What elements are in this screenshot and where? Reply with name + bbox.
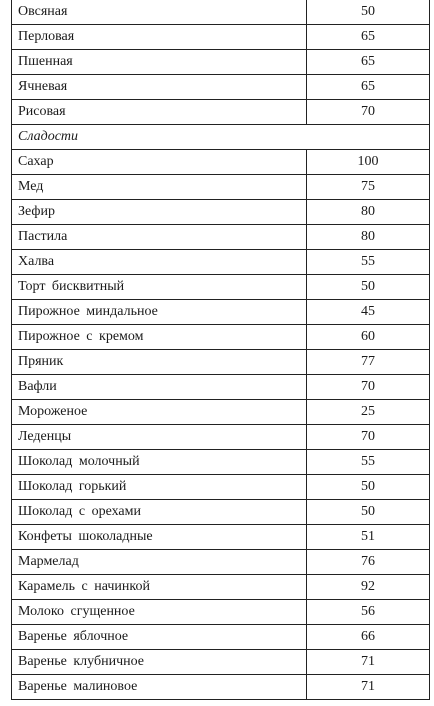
product-name-cell: Халва — [12, 250, 307, 275]
table-row — [12, 100, 430, 125]
product-value-cell: 70 — [307, 425, 430, 450]
product-value-cell: 50 — [307, 0, 430, 25]
product-value-cell: 77 — [307, 350, 430, 375]
table-row — [12, 75, 430, 100]
product-name-cell: Конфеты шоколадные — [12, 525, 307, 550]
table-row — [12, 0, 430, 25]
table-row — [12, 575, 430, 600]
product-name-cell: Мед — [12, 175, 307, 200]
food-value-table — [11, 0, 430, 700]
table-row — [12, 225, 430, 250]
product-value-cell: 100 — [307, 150, 430, 175]
product-value-cell: 50 — [307, 275, 430, 300]
product-value-cell: 55 — [307, 450, 430, 475]
product-name-cell: Рисовая — [12, 100, 307, 125]
table-row — [12, 350, 430, 375]
table-row — [12, 175, 430, 200]
product-name-cell: Варенье клубничное — [12, 650, 307, 675]
product-name-cell: Перловая — [12, 25, 307, 50]
product-value-cell: 50 — [307, 475, 430, 500]
table-row — [12, 500, 430, 525]
table-row — [12, 450, 430, 475]
product-value-cell: 65 — [307, 75, 430, 100]
table-row — [12, 250, 430, 275]
product-name-cell: Ячневая — [12, 75, 307, 100]
table-row — [12, 525, 430, 550]
table-row — [12, 375, 430, 400]
product-name-cell: Пшенная — [12, 50, 307, 75]
product-value-cell: 60 — [307, 325, 430, 350]
product-name-cell: Пряник — [12, 350, 307, 375]
section-empty-cell — [307, 125, 430, 150]
table-row — [12, 50, 430, 75]
product-name-cell: Шоколад горький — [12, 475, 307, 500]
product-name-cell: Торт бисквитный — [12, 275, 307, 300]
table-row — [12, 475, 430, 500]
product-value-cell: 71 — [307, 675, 430, 700]
product-value-cell: 56 — [307, 600, 430, 625]
product-name-cell: Варенье яблочное — [12, 625, 307, 650]
product-name-cell: Карамель с начинкой — [12, 575, 307, 600]
table-row — [12, 650, 430, 675]
product-value-cell: 45 — [307, 300, 430, 325]
table-row — [12, 200, 430, 225]
product-name-cell: Мармелад — [12, 550, 307, 575]
product-value-cell: 71 — [307, 650, 430, 675]
product-name-cell: Шоколад с орехами — [12, 500, 307, 525]
table-row — [12, 325, 430, 350]
product-value-cell: 80 — [307, 200, 430, 225]
product-value-cell: 76 — [307, 550, 430, 575]
product-value-cell: 25 — [307, 400, 430, 425]
table-row — [12, 425, 430, 450]
table-row — [12, 25, 430, 50]
product-value-cell: 65 — [307, 25, 430, 50]
product-name-cell: Вафли — [12, 375, 307, 400]
product-name-cell: Овсяная — [12, 0, 307, 25]
product-value-cell: 66 — [307, 625, 430, 650]
product-value-cell: 50 — [307, 500, 430, 525]
table-row — [12, 150, 430, 175]
product-value-cell: 70 — [307, 100, 430, 125]
product-value-cell: 75 — [307, 175, 430, 200]
table-row — [12, 550, 430, 575]
product-name-cell: Леденцы — [12, 425, 307, 450]
table-row — [12, 600, 430, 625]
section-header-row — [12, 125, 430, 150]
table-row — [12, 675, 430, 700]
table-row — [12, 400, 430, 425]
product-value-cell: 80 — [307, 225, 430, 250]
table-row — [12, 300, 430, 325]
product-name-cell: Молоко сгущенное — [12, 600, 307, 625]
product-name-cell: Пирожное с кремом — [12, 325, 307, 350]
product-name-cell: Мороженое — [12, 400, 307, 425]
product-value-cell: 65 — [307, 50, 430, 75]
product-name-cell: Пирожное миндальное — [12, 300, 307, 325]
product-name-cell: Зефир — [12, 200, 307, 225]
product-value-cell: 70 — [307, 375, 430, 400]
product-value-cell: 51 — [307, 525, 430, 550]
table-row — [12, 275, 430, 300]
product-name-cell: Сахар — [12, 150, 307, 175]
product-value-cell: 92 — [307, 575, 430, 600]
product-name-cell: Варенье малиновое — [12, 675, 307, 700]
table-body — [12, 0, 430, 700]
product-name-cell: Пастила — [12, 225, 307, 250]
product-value-cell: 55 — [307, 250, 430, 275]
table-row — [12, 625, 430, 650]
product-name-cell: Шоколад молочный — [12, 450, 307, 475]
section-title: Сладости — [12, 125, 307, 150]
